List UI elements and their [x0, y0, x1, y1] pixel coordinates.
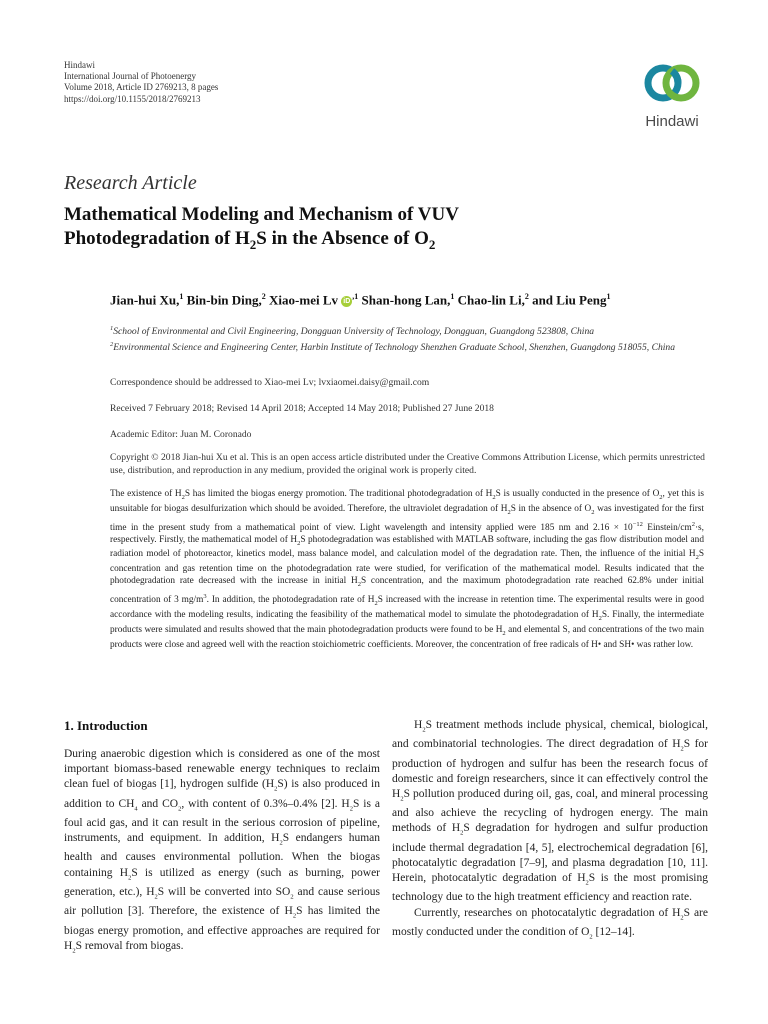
paragraph: Currently, researches on photocatalytic degradation of $H_2S$ are mostly conducted under the condition of $O_2$ [12–14].	[392, 906, 708, 941]
hindawi-logo	[632, 56, 712, 136]
author: Jian-hui Xu,	[110, 292, 180, 308]
publication-dates: Received 7 February 2018; Revised 14 April 2018; Accepted 14 May 2018; Published 27 June 2018	[110, 403, 494, 414]
paragraph: $H_2S$ treatment methods include physical, chemical, biological, and combinatorial technologies. The direct degradation of $H_2S$ for production of hydrogen and sulfur has been the research focus of domestic and foreign researchers, since it can effectively control the $H_2S$ pollution produced during oil, gas, coal, and mineral processing and also achieve the recycling of hydrogen energy. The main methods of $H_2S$ degradation for hydrogen and sulfur production include thermal degradation [4, 5], electrochemical degradation [6], photocatalytic degradation [7–9], and plasma degradation [10, 11]. Herein, photocatalytic degradation of $H_2S$ is the most promising technology due to the high treatment efficiency and reaction rate.	[392, 719, 709, 904]
article-type: Research Article	[64, 172, 197, 194]
intro-column	[64, 718, 380, 958]
section-heading: 1. Introduction	[64, 718, 148, 733]
author: Chao-lin Li,	[457, 292, 525, 308]
affiliation: $^1$School of Environmental and Civil Engineering, Dongguan University of Technology, Dongguan, Guangdong 523808, China	[110, 325, 595, 338]
orcid-icon[interactable]: iD	[343, 298, 351, 306]
volume-info: Volume 2018, Article ID 2769213, 8 pages	[64, 82, 219, 93]
author-list: Jian-hui Xu,$^1$ Bin-bin Ding,$^2$ Xiao-mei Lv $iD^{,1}$ Shan-hong Lan,$^1$ Chao-lin Li,$^2$ and Liu Peng$^1$	[110, 292, 611, 308]
author: Bin-bin Ding,	[186, 292, 262, 308]
author: Shan-hong Lan,	[361, 292, 451, 308]
right-column	[392, 718, 708, 944]
journal-name: International Journal of Photoenergy	[64, 71, 197, 82]
affiliation: $^2$Environmental Science and Engineering Center, Harbin Institute of Technology Shenzhen Graduate School, Shenzhen, Guangdong 518055, China	[110, 341, 676, 354]
hindawi-logo-icon	[632, 56, 712, 112]
affiliations	[110, 322, 710, 354]
logo-text: Hindawi	[645, 113, 699, 130]
author: Xiao-mei Lv	[269, 292, 338, 308]
abstract: The existence of $H_2S$ has limited the biogas energy promotion. The traditional photodegradation of $H_2S$ is usually conducted in the presence of $O_2$, yet this is unsuitable for biogas desulfurization which should be avoided. Therefore, the ultraviolet degradation of $H_2S$ in the absence of $O_2$ was investigated for the first time in the present study from a mathematical point of view. Light wavelength and intensity applied were 185 nm and $2.16 \times 10^{-12}$ Einstein/$cm^2\cdot s$, respectively. Firstly, the mathematical model of $H_2S$ photodegradation was established with MATLAB software, including the gas flow distribution model and radiation model of photoreactor, kinetics model, mass balance model, and calculation model of the degradation rate. Then, the influence of the initial $H_2S$ concentration and gas retention time on the photodegradation rate were studied, for verification of the mathematical model. Results indicated that the photodegradation rate decreased with the increase in initial $H_2S$ concentration, and the maximum photodegradation rate reached 62.8% under initial concentration of 3 $mg/m^3$. In addition, the photodegradation rate of $H_2S$ increased with the increase in retention time. The experimental results were in good accordance with the modeling results, indicating the feasibility of the mathematical model to simulate the photodegradation of $H_2S$. Finally, the intermediate products were simulated and results showed that the main photodegradation products were found to be $H_2$ and elemental S, and concentrations of the two main products were close and agreed well with the reaction stoichiometric coefficients. Moreover, the concentration of free radicals of H• and SH• was rather low.	[110, 489, 704, 650]
doi-link[interactable]: https://doi.org/10.1155/2018/2769213	[64, 93, 201, 104]
academic-editor: Academic Editor: Juan M. Coronado	[110, 429, 252, 440]
journal-header	[64, 60, 218, 105]
publisher-name: Hindawi	[64, 60, 95, 70]
paragraph: During anaerobic digestion which is considered as one of the most important biomass-based renewable energy techniques to reclaim clean fuel of biogas [1], hydrogen sulfide $(H_2S)$ is also produced in addition to $CH_4$ and $CO_2$, with content of 0.3%–0.4% [2]. $H_2S$ is a foul acid gas, and it can result in the serious corrosion of pipeline, instruments, and equipment. In addition, $H_2S$ endangers human health and causes environmental pollution. When the biogas containing $H_2S$ is utilized as energy (such as burning, power generation, etc.), $H_2S$ will be converted into $SO_2$ and cause serious air pollution [3]. Therefore, the existence of $H_2S$ has limited the biogas energy promotion, and effective approaches are required for $H_2S$ removal from biogas.	[64, 748, 381, 955]
copyright-notice: Copyright © 2018 Jian-hui Xu et al. This is an open access article distributed under the Creative Commons Attribution License, which permits unrestricted use, distribution, and reproduction in any medium, provided the original work is properly cited.	[110, 452, 705, 476]
paper-title: Mathematical Modeling and Mechanism of VUV Photodegradation of $H_2S$ in the Absence of $O_2$	[64, 204, 459, 252]
author: and Liu Peng	[532, 292, 607, 308]
correspondence: Correspondence should be addressed to Xiao-mei Lv; lvxiaomei.daisy@gmail.com	[110, 377, 430, 388]
